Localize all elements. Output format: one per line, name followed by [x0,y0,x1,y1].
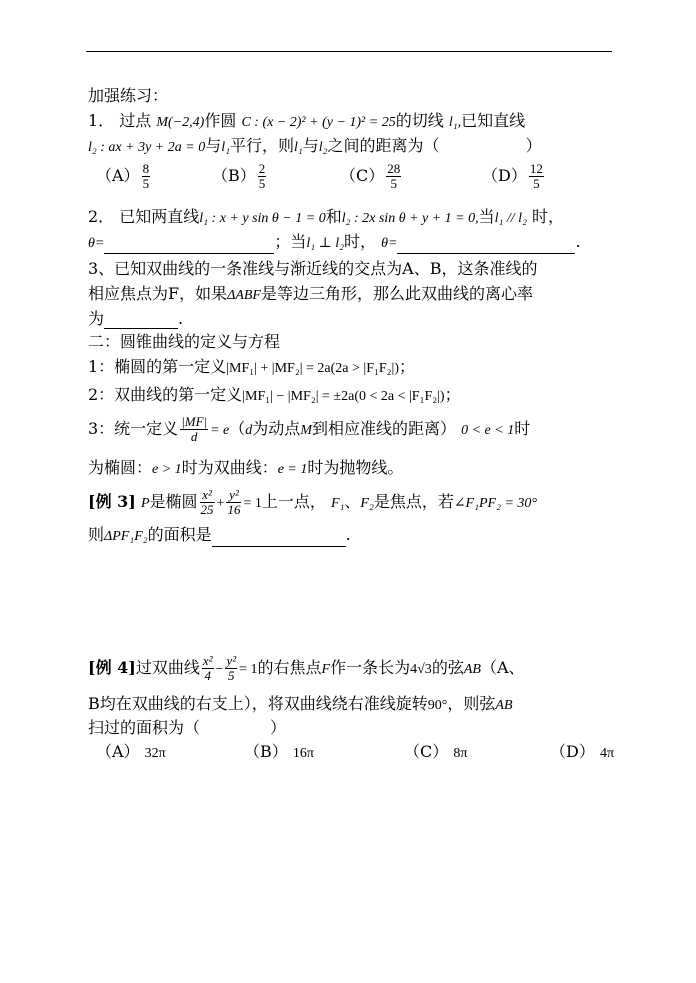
ex3-text: 、 [344,492,361,511]
ex4-angle: 90° [427,698,448,713]
q1-text: 与 [205,136,222,155]
option-value: 32π [144,746,166,761]
option-label: （A） [96,742,140,761]
q2-text: 时， [344,232,377,251]
q1-line-eq: l₂ : ax + 3y + 2a = 0 [88,140,206,155]
option-label: （C） [404,742,449,761]
def-text: 时为抛物线。 [307,458,404,477]
q2-perpendicular: l₁ ⊥ l₂ [306,236,345,251]
q2-theta-label: θ= [381,236,398,251]
q1-point-m: M(−2,4) [156,115,205,130]
ex3-text: . [345,525,351,544]
q3-answer-blank[interactable] [104,312,178,329]
ex4-operator: = 1 [239,662,258,677]
example-tag: [例 4] [88,658,136,677]
denominator: 5 [228,668,235,683]
q1-option-c[interactable] [340,162,403,191]
q2-parallel: l₁ // l₂ [494,211,527,226]
q3-text: 相应焦点为F，如果 [88,284,228,303]
ex4-option-d[interactable] [550,742,614,764]
q1-text: 过点 [119,111,152,130]
ex4-text: ，则弦 [447,694,496,713]
q1-line1 [88,111,525,133]
definition-3 [88,412,530,448]
numerator: x² [200,488,215,503]
example-tag: [例 3] [88,492,136,511]
numerator: 8 [142,161,150,176]
ex3-fraction [226,488,241,517]
ex3-operator: + [216,496,225,511]
q2-text: 当 [478,207,495,226]
q2-l2-eq: l₂ : 2x sin θ + y + 1 = 0, [341,211,479,226]
ex3-text: 是椭圆 [149,492,198,511]
q1-option-d[interactable] [482,162,546,191]
ex4-option-c[interactable] [404,742,467,764]
option-fraction [529,162,544,191]
q2-line1 [88,207,564,229]
option-label: （D） [550,742,595,761]
ex4-operator: − [215,662,224,677]
definition-3-cont [88,458,403,480]
header-rule [86,51,612,52]
def-text: 时 [514,419,531,438]
denominator: 5 [142,176,150,191]
ex3-text: 上一点， [261,492,326,511]
option-label: （B） [212,166,256,185]
q3-triangle: ΔABF [227,288,261,303]
ex4-fraction [202,654,214,683]
ex4-option-a[interactable] [96,742,166,764]
definition-1 [88,357,415,379]
q1-option-b[interactable] [212,162,268,191]
ex4-text: 的右焦点 [257,658,322,677]
q1-l1: l₁ [221,140,230,155]
denominator: 5 [390,176,397,191]
def-formula: |MF₁| − |MF₂| = ±2a(0 < 2a < |F₁F₂|) [242,389,445,404]
q1-text: 已知直线 [461,111,526,130]
example-4-line2 [88,694,513,716]
q2-text: 和 [325,207,342,226]
q2-theta-label: θ= [88,236,105,251]
example-4-line1 [88,651,525,687]
ex3-text: 是焦点，若 [373,492,454,511]
option-value: 4π [599,746,615,761]
q3-text: . [178,309,184,328]
option-label: （B） [244,742,288,761]
def-condition: 0 < e < 1 [461,423,515,438]
numerator: y² [226,488,241,503]
q1-line2 [88,136,542,158]
def-formula: = e [210,423,230,438]
def-text: 到相应准线的距离） [311,419,456,438]
q2-text: ；当 [274,232,307,251]
ex4-text: 作一条长为 [330,658,411,677]
option-fraction [386,162,401,191]
q2-text: 时， [532,207,565,226]
section-heading: 二：圆锥曲线的定义与方程 [88,332,281,351]
ex4-option-b[interactable] [244,742,314,764]
denominator: d [190,429,198,444]
q3-text: 为 [88,309,105,328]
ex4-text: 扫过的面积为（ [88,718,201,737]
q1-l1: l₁, [448,115,462,130]
ex3-angle: ∠F₁PF₂ = 30° [453,496,537,511]
q2-l1-eq: l₁ : x + y sin θ − 1 = 0 [199,211,326,226]
def-formula: |MF₁| + |MF₂| = 2a(2a > |F₁F₂|) [226,361,400,376]
ex4-text: 过双曲线 [135,658,200,677]
numerator: y² [226,653,237,668]
def-text: ； [399,357,416,376]
def-condition: e > 1 [152,462,182,477]
example-3-line2 [88,525,351,547]
ex4-length: 4√3 [410,662,432,677]
q1-option-a[interactable] [96,162,152,191]
def-fraction [180,415,208,444]
q2-number: 2． [88,207,115,226]
def-text: 为动点 [252,419,301,438]
q1-text: 作圆 [204,111,237,130]
ex4-var: AB [495,698,513,713]
option-label: （C） [340,166,385,185]
def-text: 3：统一定义 [88,419,179,438]
q3-line1: 3、已知双曲线的一条准线与渐近线的交点为A、B，这条准线的 [88,259,538,278]
def-text: 时为双曲线： [181,458,278,477]
denominator: 5 [258,176,266,191]
option-fraction [258,162,267,191]
numerator: 2 [258,161,266,176]
option-value: 8π [453,746,468,761]
def-text: 为椭圆： [88,458,153,477]
numerator: |MF| [181,414,208,429]
ex4-text: ） [270,718,287,737]
numerator: 12 [529,161,543,176]
option-label: （A） [96,166,140,185]
q3-line3 [88,309,183,329]
practice-heading: 加强练习： [88,86,169,105]
def-var: d [245,423,253,438]
def-text: 2：双曲线的第一定义 [88,385,243,404]
q1-text: 的切线 [395,111,444,130]
q1-l1: l₁ [294,140,303,155]
def-text: 1：椭圆的第一定义 [88,357,227,376]
q2-answer-blank-1[interactable] [104,237,274,254]
def-text: （ [229,419,246,438]
ex4-var: AB [463,662,481,677]
ex3-text: 的面积是 [147,525,212,544]
ex4-text: （A、 [480,658,525,677]
numerator: 28 [387,161,401,176]
ex4-fraction [225,654,237,683]
ex3-var: F₂ [360,496,374,511]
def-text: ； [444,385,461,404]
def-condition: e = 1 [277,462,308,477]
example-3-line1 [88,485,537,521]
q3-line2 [88,284,533,306]
denominator: 25 [200,502,214,517]
option-fraction [142,162,151,191]
q1-text: 平行，则 [229,136,294,155]
ex3-var: F₁ [330,496,345,511]
q1-number: 1． [88,111,115,130]
denominator: 16 [227,502,241,517]
ex3-text: 则 [88,525,105,544]
ex4-text: 的弦 [431,658,464,677]
denominator: 4 [204,668,211,683]
ex3-answer-blank[interactable] [212,530,346,547]
definition-2 [88,385,461,407]
ex4-text: B均在双曲线的右支上），将双曲线绕右准线旋转 [88,694,428,713]
option-label: （D） [482,166,527,185]
q1-circle-eq: C : (x − 2)² + (y − 1)² = 25 [241,115,396,130]
option-value: 16π [292,746,314,761]
q1-text: 与 [302,136,319,155]
q2-answer-blank-2[interactable] [397,237,575,254]
ex3-var: P [140,496,150,511]
ex3-fraction [200,488,215,517]
q1-text: 之间的距离为（ [327,136,440,155]
ex4-var: F [321,662,331,677]
def-var: M [300,423,312,438]
q2-text: 已知两直线 [119,207,200,226]
q1-l2: l₂ [318,140,328,155]
q3-text: 是等边三角形，那么此双曲线的离心率 [260,284,533,303]
numerator: x² [202,653,213,668]
denominator: 5 [533,176,540,191]
q2-text: . [575,232,581,251]
q1-text: ） [525,136,542,155]
ex3-triangle: ΔPF₁F₂ [104,529,148,544]
ex3-operator: = 1 [243,496,262,511]
example-4-line3 [88,718,286,738]
q2-line2 [88,232,581,254]
